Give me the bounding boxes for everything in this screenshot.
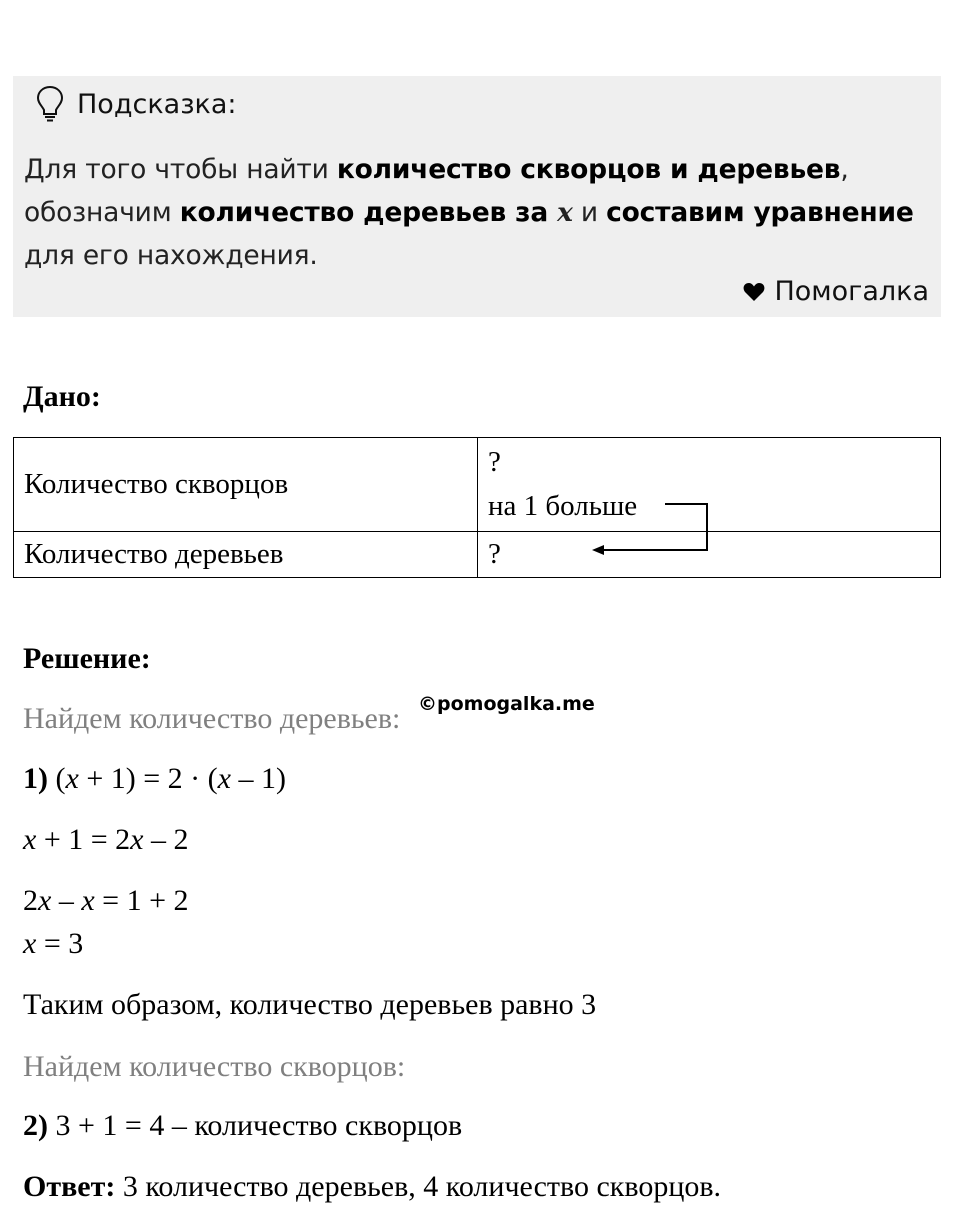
eq-var: x	[81, 884, 95, 917]
eq-part: – 1)	[230, 762, 286, 795]
equation-4	[23, 927, 83, 961]
eq-part: –	[51, 884, 82, 917]
given-heading: Дано:	[23, 380, 101, 413]
eq-part: + 1 = 2	[36, 823, 131, 856]
eq-part: = 1 + 2	[94, 884, 189, 917]
step2	[23, 1109, 462, 1143]
eq-var: x	[38, 884, 52, 917]
equation-2	[23, 823, 189, 857]
step-number: 2)	[23, 1109, 48, 1142]
step2-text: 3 + 1 = 4 – количество скворцов	[48, 1109, 463, 1142]
eq-part: + 1) = 2 · (	[78, 762, 218, 795]
hint-text-part: для его нахождения.	[24, 240, 318, 271]
hint-bold-part: составим уравнение	[606, 197, 914, 228]
eq-var: x	[217, 762, 231, 795]
eq-var: x	[130, 823, 144, 856]
conclusion: Таким образом, количество деревьев равно 3	[23, 988, 597, 1021]
hint-text-part: и	[572, 197, 607, 228]
answer-label: Ответ:	[23, 1170, 116, 1203]
table-cell-label: Количество скворцов	[14, 438, 478, 532]
hint-bold-part: количество деревьев за	[179, 197, 558, 228]
eq-var: x	[23, 927, 37, 960]
value-question: ?	[488, 446, 501, 479]
hint-title: Подсказка:	[77, 88, 237, 120]
equation-3	[23, 884, 189, 918]
watermark: ©pomogalka.me	[418, 693, 595, 715]
step2-intro: Найдем количество скворцов:	[23, 1050, 406, 1083]
answer	[23, 1170, 721, 1204]
brand-name: Помогалка	[774, 276, 929, 307]
equation-1	[23, 762, 286, 796]
step-number: 1)	[23, 762, 48, 795]
table-cell-value: ?	[478, 531, 941, 577]
hint-bold-part: количество скворцов и деревьев	[336, 154, 841, 185]
hint-text-part: Для того чтобы найти	[24, 154, 337, 185]
table-cell-label: Количество деревьев	[14, 531, 478, 577]
hint-text-part: , обозначим	[24, 154, 849, 228]
eq-part: = 3	[36, 927, 84, 960]
value-relation: на 1 больше	[488, 490, 638, 523]
eq-part: 2	[23, 884, 38, 917]
hint-variable: x	[557, 197, 573, 228]
answer-text: 3 количество деревьев, 4 количество скворцов.	[115, 1170, 722, 1203]
eq-var: x	[23, 823, 37, 856]
step1-intro: Найдем количество деревьев:	[23, 702, 401, 735]
solution-heading: Решение:	[23, 642, 151, 675]
eq-part: – 2	[143, 823, 189, 856]
eq-part: (	[55, 762, 66, 795]
eq-var: x	[65, 762, 79, 795]
